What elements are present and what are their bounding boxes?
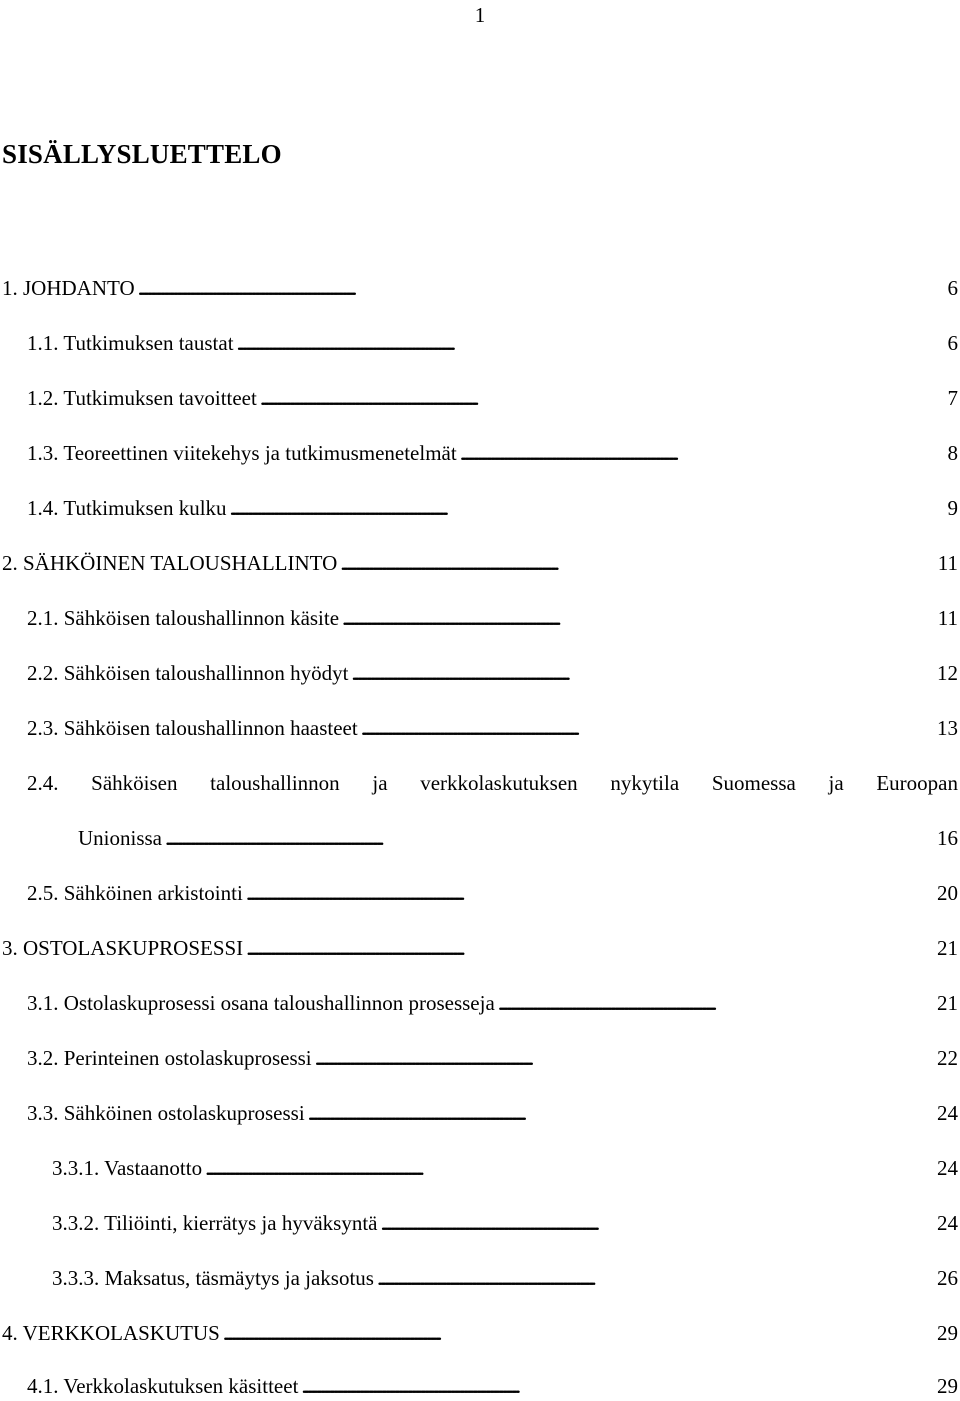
toc-entry-label: 1.3. Teoreettinen viitekehys ja tutkimusmenetelmät [27, 441, 457, 465]
dot-leader [246, 934, 934, 962]
dot-leader [237, 329, 945, 357]
toc-entry[interactable] [27, 1370, 958, 1400]
toc-entry-label: 4.1. Verkkolaskutuksen käsitteet [27, 1374, 299, 1398]
toc-entry[interactable] [27, 490, 958, 522]
page-number: 1 [474, 3, 486, 27]
toc-page-number: 8 [947, 441, 958, 465]
toc-entry[interactable] [27, 600, 958, 632]
page-title: SISÄLLYSLUETTELO [2, 139, 282, 169]
toc-page-number: 24 [937, 1101, 958, 1125]
dot-leader [260, 384, 945, 412]
toc-entry-label: 1.1. Tutkimuksen taustat [27, 331, 234, 355]
dot-leader [165, 824, 934, 852]
toc-entry[interactable] [2, 545, 958, 577]
toc-page-number: 22 [937, 1046, 958, 1070]
toc-page-number: 12 [937, 661, 958, 685]
toc-entry[interactable] [27, 380, 958, 412]
toc-page-number: 26 [937, 1266, 958, 1290]
dot-leader [342, 604, 935, 632]
toc-entry[interactable] [27, 435, 958, 467]
toc-entry-label: 3.3. Sähköinen ostolaskuprosessi [27, 1101, 305, 1125]
toc-entry[interactable] [52, 1260, 958, 1292]
dot-leader [315, 1044, 934, 1072]
toc-page-number: 13 [937, 716, 958, 740]
dot-leader [138, 274, 945, 302]
toc-entry-label: 3.1. Ostolaskuprosessi osana taloushallinnon prosesseja [27, 991, 495, 1015]
toc-entry-label: 3.3.2. Tiliöinti, kierrätys ja hyväksyntä [52, 1211, 378, 1235]
toc-page-number: 24 [937, 1211, 958, 1235]
dot-leader [230, 494, 945, 522]
toc-entry-label: 1.2. Tutkimuksen tavoitteet [27, 386, 257, 410]
toc-entry[interactable] [27, 655, 958, 687]
toc-entry-label: 2.4. Sähköisen taloushallinnon ja verkkolaskutuksen nykytila Suomessa ja Euroopan [27, 771, 958, 795]
toc-page-number: 24 [937, 1156, 958, 1180]
toc-page-number: 21 [937, 991, 958, 1015]
dot-leader [205, 1154, 934, 1182]
toc-page-number: 9 [947, 496, 958, 520]
dot-leader [361, 714, 934, 742]
dot-leader [351, 659, 934, 687]
toc-page-number: 20 [937, 881, 958, 905]
toc-page-number: 7 [947, 386, 958, 410]
toc-page-number: 16 [937, 826, 958, 850]
toc-page-number: 11 [937, 551, 958, 575]
toc-entry[interactable] [27, 325, 958, 357]
dot-leader [460, 439, 945, 467]
toc-entry[interactable] [27, 1095, 958, 1127]
toc-entry[interactable] [2, 1315, 958, 1347]
toc-page-number: 6 [947, 276, 958, 300]
dot-leader [381, 1209, 935, 1237]
toc-entry-label: 3. OSTOLASKUPROSESSI [2, 936, 244, 960]
toc-page-number: 29 [937, 1321, 958, 1345]
toc-entry[interactable] [27, 710, 958, 742]
toc-page-number: 11 [937, 606, 958, 630]
toc-entry-line1[interactable] [27, 765, 958, 797]
toc-entry-label: 4. VERKKOLASKUTUS [2, 1321, 220, 1345]
toc-entry-label: 3.2. Perinteinen ostolaskuprosessi [27, 1046, 312, 1070]
toc-entry-label: Unionissa [78, 826, 162, 850]
toc-entry[interactable] [2, 930, 958, 962]
toc-entry-label: 2. SÄHKÖINEN TALOUSHALLINTO [2, 551, 338, 575]
toc-entry-label: 2.5. Sähköinen arkistointi [27, 881, 243, 905]
dot-leader [301, 1372, 934, 1400]
toc-entry-label: 1.4. Tutkimuksen kulku [27, 496, 227, 520]
toc-entry-label: 3.3.1. Vastaanotto [52, 1156, 203, 1180]
toc-page-number: 21 [937, 936, 958, 960]
dot-leader [498, 989, 934, 1017]
toc-entry-label: 2.3. Sähköisen taloushallinnon haasteet [27, 716, 358, 740]
toc-entry-label: 1. JOHDANTO [2, 276, 135, 300]
dot-leader [340, 549, 934, 577]
toc-entry[interactable] [27, 985, 958, 1017]
toc-entry[interactable] [52, 1205, 958, 1237]
toc-entry[interactable] [27, 875, 958, 907]
toc-page-number: 6 [947, 331, 958, 355]
dot-leader [308, 1099, 934, 1127]
dot-leader [223, 1319, 934, 1347]
dot-leader [377, 1264, 934, 1292]
toc-entry[interactable] [52, 1150, 958, 1182]
dot-leader [246, 879, 934, 907]
toc-entry[interactable] [2, 270, 958, 302]
toc-entry-label: 2.2. Sähköisen taloushallinnon hyödyt [27, 661, 349, 685]
toc-entry[interactable] [78, 820, 958, 852]
toc-page-number: 29 [937, 1374, 958, 1398]
toc-entry-label: 3.3.3. Maksatus, täsmäytys ja jaksotus [52, 1266, 374, 1290]
toc-entry-label: 2.1. Sähköisen taloushallinnon käsite [27, 606, 340, 630]
toc-entry[interactable] [27, 1040, 958, 1072]
